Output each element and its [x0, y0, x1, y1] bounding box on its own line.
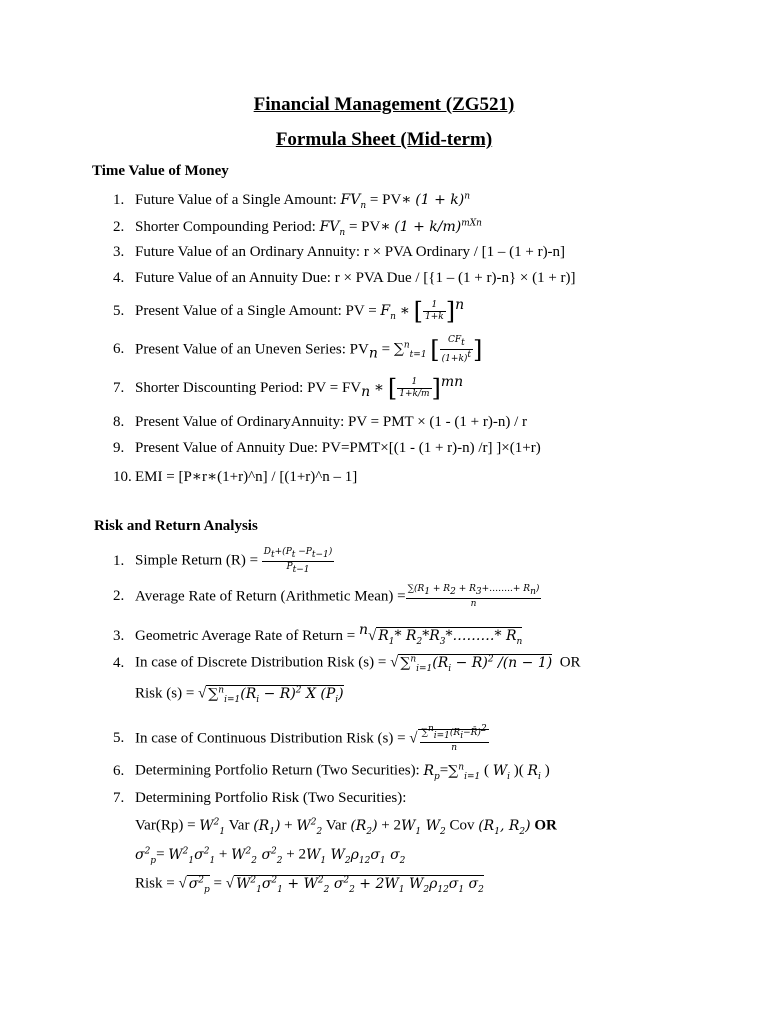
rr-formula-3: 3. Geometric Average Rate of Return = $^n$√ $R_1*$ $R_2*R_3*\dots\dots\dots*$ $R_n$: [113, 622, 523, 647]
rr-formula-7-sigma: $\sigma^2_p= W^2_1\sigma^2_1 + W^2_2$ $\sigma^2_2 + 2W_1$ $W_2\rho_{12}\sigma_1$ $\sigma_2$: [135, 846, 406, 866]
rr-formula-1: 1. Simple Return (R) = $\frac{D_t+(P_t -P_{t-1})}{P_{t-1}}$: [113, 547, 333, 575]
document-subtitle: Formula Sheet (Mid-term): [275, 129, 493, 150]
tvm-formula-10: 10. EMI = [P∗r∗(1+r)^n] / [(1+r)^n – 1]: [113, 469, 358, 485]
section-heading-risk-return: Risk and Return Analysis: [94, 518, 258, 534]
rr-formula-7-risk: Risk = √ $\sigma^2_p$ = √ $W^2_1\sigma^2_1 + W^2_2$ $\sigma^2_2 + 2W_1$ $W_2\rho_{12}\sigma_1$ $\sigma_2$: [135, 875, 484, 895]
rr-formula-7-variance: $Var(Rp) = W^2_1$ Var $(R_1) + W^2_2$ Var $(R_2) + 2W_1$ $W_2$ Cov ($R_1$, $R_2$) OR: [135, 817, 557, 837]
tvm-formula-8: 8. Present Value of OrdinaryAnnuity: PV = PMT × (1 - (1 + r)-n) / r: [113, 414, 527, 430]
rr-formula-6: 6. Determining Portfolio Return (Two Securities): $R_p=\sum^n_{i=1}$ ( $W_i$ )( $R_i$ ): [113, 762, 550, 782]
rr-formula-7: 7. Determining Portfolio Risk (Two Securities):: [113, 790, 407, 806]
tvm-formula-1: 1. Future Value of a Single Amount: $FV_n$ = PV∗ $(1 + k)^n$: [113, 191, 471, 211]
tvm-formula-2: 2. Shorter Compounding Period: $FV_n$ = PV∗ $(1 + k/m)^{mXn}$: [113, 218, 482, 238]
tvm-formula-3: 3. Future Value of an Ordinary Annuity: r × PVA Ordinary / [1 – (1 + r)-n]: [113, 244, 566, 260]
document-title: Financial Management (ZG521): [253, 94, 515, 115]
section-heading-tvm: Time Value of Money: [92, 163, 229, 179]
tvm-formula-9: 9. Present Value of Annuity Due: PV=PMT×[(1 - (1 + r)-n) /r] ]×(1+r): [113, 440, 541, 456]
rr-formula-4-alt: Risk (s) = √ $\sum^n_{i=1}(R_i$ − R̄)$^2$ X $(P_i)$: [135, 685, 344, 705]
tvm-formula-6: 6. Present Value of an Uneven Series: $PV_n = \sum^n_{t=1}$ [ $\frac{CF_t}{(1+k)^t}$ ]: [113, 335, 483, 364]
rr-formula-4: 4. In case of Discrete Distribution Risk (s) = √ $\sum^n_{i=1}(R_i$ − R̄)$^2$ /(n − 1) OR: [113, 654, 581, 674]
tvm-formula-4: 4. Future Value of an Annuity Due: r × PVA Due / [{1 – (1 + r)-n} × (1 + r)]: [113, 270, 576, 286]
tvm-formula-5: 5. Present Value of a Single Amount: PV = $F_n$ ∗ [ $\frac{1}{1+k}$ ]$^n$: [113, 297, 465, 326]
rr-formula-5: 5. In case of Continuous Distribution Risk (s) = √ $\frac{\sum^n_{i=1}(R_i-R̄)^2}{n}$: [113, 724, 487, 753]
tvm-formula-7: 7. Shorter Discounting Period: PV = $FV_n$ ∗ [ $\frac{1}{1+k/m}$ ]$^{mn}$: [113, 374, 464, 403]
rr-formula-2: 2. Average Rate of Return (Arithmetic Mean) = $\frac{\sum(R_1 + R_2 + R_3+\dots\dots..+ R_n)}{n}$: [113, 584, 540, 609]
